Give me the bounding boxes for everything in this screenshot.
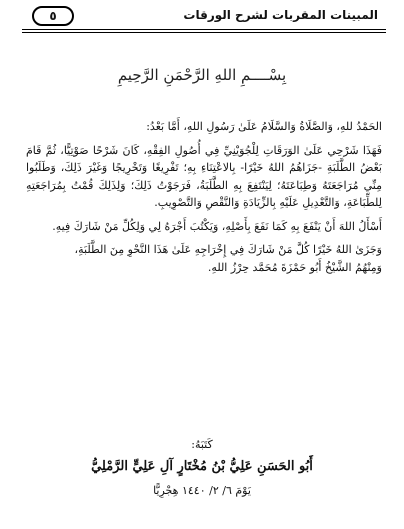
page-header: [26, 4, 386, 30]
signature-label: كَتَبَهُ:: [191, 438, 213, 451]
paragraph-prayer: أَسْأَلُ اللهَ أَنْ يَنْفَعَ بِهِ كَمَا نَفَعَ بِأَصْلِهِ، وَيَكْتُبَ أَجْرَهُ لِي وَلِكُلِّ مَنْ شَارَكَ فِيهِ.: [52, 219, 382, 233]
paragraph-thanks: وَجَزَىٰ اللهُ خَيْرًا كُلَّ مَنْ شَارَكَ فِي إِخْرَاجِهِ عَلَىٰ هَذَا النَّحْوِ مِنَ الطَّلَبَةِ،: [74, 243, 382, 256]
page-number-badge: ٥: [32, 6, 74, 26]
signature-block: [0, 438, 404, 497]
preface-body: [26, 118, 382, 282]
header-rule-top: [22, 29, 386, 30]
running-title: المبينات المقربات لشرح الورقات: [183, 8, 378, 22]
opening-line: الحَمْدُ للهِ، وَالصَّلَاةُ وَالسَّلَامُ عَلَىٰ رَسُولِ اللهِ، أَمَّا بَعْدُ:: [146, 120, 382, 133]
paragraph-intro: فَهَذَا شَرْحِي عَلَىٰ الوَرَقَاتِ لِلْجُوَيْنِيِّ فِي أُصُولِ الفِقْهِ، كَانَ شَرْحًا صَوْتِيًّا، ثُمَّ قَامَ بَعْضُ الطَّلَبَةِ -جَزَاهُمُ اللهُ خَيْرًا- بِالاعْتِنَاءِ بِهِ؛ تَفْرِيغًا وَتَخْرِيجًا وَغَيْرَ ذَلِكَ، وَطَلَبُوا مِنِّي مُرَاجَعَتَهُ وَطِبَاعَتَهُ؛ لِيَنْتَفِعَ بِهِ الطَّلَبَةُ، فَرَجَوْتُ ذَلِكَ؛ وَلِذَلِكَ قُمْتُ بِمُرَاجَعَتِهِ لِلطِّبَاعَةِ، وَالتَّعْدِيلِ عَلَيْهِ بِالزِّيَادَةِ وَالنَّقْصِ وَالتَّصْوِيبِ.: [26, 143, 382, 209]
paragraph-thanks-cont: وَمِنْهُمُ الشَّيْخُ أَبُو حَمْزَةَ مُحَمَّد حِرْزُ اللهِ.: [207, 260, 382, 274]
signature-date: يَوْمَ ٦/ ٢/ ١٤٤٠ هِجْرِيًّا: [153, 484, 251, 497]
basmala: بِسْــــمِ اللهِ الرَّحْمَنِ الرَّحِيمِ: [117, 66, 287, 84]
author-name: أَبُو الحَسَنِ عَلِيُّ بْنُ مُخْتَارٍ آلِ عَلِيٍّ الرَّمْلِيُّ: [91, 459, 313, 474]
header-rule-bottom: [22, 32, 386, 33]
